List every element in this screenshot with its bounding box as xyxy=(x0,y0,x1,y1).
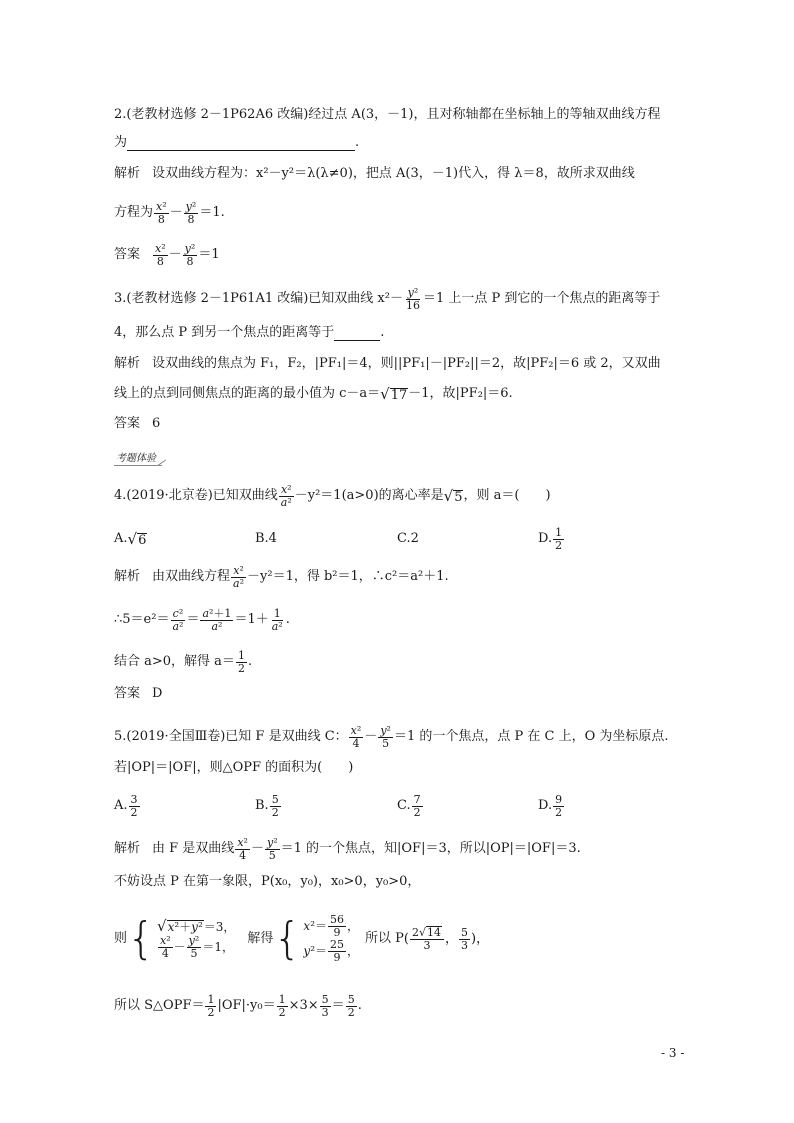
q5-line4-d: ＝ xyxy=(331,998,345,1013)
solution-row-1: x²＝ $\frac{56}{9}$ ， xyxy=(303,913,360,939)
fraction: $\frac{\text{y²}}{5}$ xyxy=(266,835,278,862)
fraction: $\frac{5}{2}$ xyxy=(347,992,355,1019)
q5-analysis-line4 xyxy=(114,990,689,1022)
q3-answer-blank xyxy=(334,326,380,341)
analysis-label: 解析 xyxy=(114,356,141,371)
q4-analysis-line2 xyxy=(114,604,689,636)
fraction: $\frac{\text{x²}}{\text{a²}}$ xyxy=(280,482,292,509)
fraction: $\frac{\text{y²}}{8}$ xyxy=(185,199,197,226)
equation-system xyxy=(157,916,236,960)
q3-stem-b: ＝1 上一点 P 到它的一个焦点的距离等于 xyxy=(422,291,661,306)
fraction: $\frac{\text{x²}}{\text{a²}}$ xyxy=(233,563,245,590)
fraction: $\frac{25}{9}$ xyxy=(330,938,345,964)
system-row-2: $\frac{\text{x²}}{4}$ － $\frac{\text{y²}}{5}$ ＝1， xyxy=(160,933,234,960)
q5-analysis-line3 xyxy=(114,903,689,975)
fraction: $\frac{9}{2}$ xyxy=(555,792,563,819)
q3-analysis-text: 设双曲线的焦点为 F₁，F₂，|PF₁|＝4，则||PF₁|－|PF₂||＝2，故|PF₂|＝6 或 2，又双曲 xyxy=(152,356,661,371)
fraction: $\frac{\text{a²＋1}}{\text{a²}}$ xyxy=(202,606,232,633)
fraction: $\frac{\text{x²}}{4}$ xyxy=(160,933,171,960)
q2-analysis2-text: 方程为 xyxy=(114,205,154,220)
q4-analysis-a: 由双曲线方程 xyxy=(152,569,231,584)
sqrt: √ 6 xyxy=(127,529,147,548)
q5-option-b xyxy=(255,794,282,819)
fraction: $\frac{\text{x²}}{4}$ xyxy=(350,723,362,750)
q4-line3-a: 结合 a>0，解得 a＝ xyxy=(114,654,235,669)
q5-line2-text: 不妨设点 P 在第一象限，P(x₀，y₀)，x₀>0，y₀>0， xyxy=(114,874,421,889)
sqrt-radicand: 6 xyxy=(138,532,147,548)
q4-analysis-line3 xyxy=(114,646,689,678)
q5-option-a xyxy=(114,794,141,819)
sqrt: √ 5 xyxy=(443,486,463,505)
q4-line2-a: ∴5＝e²＝ xyxy=(114,612,170,627)
q2-stem-line2 xyxy=(114,133,689,153)
q2-stem2-text: 为 xyxy=(114,135,128,150)
fraction: $\frac{1}{\text{a²}}$ xyxy=(271,606,283,633)
q5-line4-e: . xyxy=(357,998,362,1013)
q4-line2-c: ＝1＋ xyxy=(234,612,269,627)
q5-line3-c: 所以 P xyxy=(365,931,404,946)
q4-stem-a: 4.(2019·北京卷)已知双曲线 xyxy=(114,488,278,503)
q4-answer xyxy=(114,684,689,704)
q3-analysis xyxy=(114,354,689,374)
q5-stem2-text: 若|OP|＝|OF|，则△OPF 的面积为( ) xyxy=(114,760,354,775)
option-label: D. xyxy=(538,798,553,813)
q3-stem xyxy=(114,284,689,314)
q4-option-c xyxy=(397,529,419,549)
q3-answer-value: 6 xyxy=(152,416,161,431)
q2-analysis-line2: 方程为 $\frac{\text{x²}}{8}$ － $\frac{\text{y²}}{8}$ ＝1. xyxy=(114,199,225,226)
q3-stem2-end: . xyxy=(380,325,385,340)
q2-analysis2-tail: ＝1. xyxy=(199,205,225,220)
answer-label: 答案 xyxy=(114,247,141,262)
q2-stem xyxy=(114,105,689,125)
q4-answer-value: D xyxy=(152,686,163,701)
option-label: A. xyxy=(114,798,128,813)
q5-stem: 5.(2019·全国Ⅲ卷)已知 F 是双曲线 C： $\frac{\text{x²}}{4}$ － $\frac{\text{y²}}{5}$ ＝1 的一个焦点，点 P 在 C 上，O 为坐标原点. xyxy=(114,723,669,750)
answer-label: 答案 xyxy=(114,416,141,431)
q5-line4-a: 所以 S△OPF＝ xyxy=(114,998,205,1013)
fraction: $\frac{1}{2}$ xyxy=(278,992,286,1019)
fraction: $\frac{\text{x²}}{8}$ xyxy=(156,199,167,226)
q4-line2-b: ＝ xyxy=(186,612,200,627)
option-label: D. xyxy=(538,531,553,546)
system-row-2-tail: ＝1， xyxy=(202,939,234,954)
fraction: $\frac{5}{2}$ xyxy=(271,792,279,819)
q2-analysis-text: 设双曲线方程为：x²－y²＝λ(λ≠0)，把点 A(3，－1)代入，得 λ＝8，故所求双曲线 xyxy=(152,166,635,181)
q2-answer-tail: ＝1 xyxy=(198,247,220,262)
q5-line4-c: ×3× xyxy=(288,998,319,1013)
fraction: $\frac{\text{y²}}{16}$ xyxy=(405,285,420,312)
q5-line3-b: 解得 xyxy=(247,931,274,946)
q2-answer-blank xyxy=(127,136,355,151)
q3-analysis-line2 xyxy=(114,384,689,404)
fraction: $\frac{\text{y²}}{8}$ xyxy=(184,241,196,268)
fraction: $\frac{7}{2}$ xyxy=(413,792,421,819)
q2-stem-text: 2.(老教材选修 2－1P62A6 改编)经过点 A(3，－1)，且对称轴都在坐标轴上的等轴双曲线方程 xyxy=(114,107,661,122)
sqrt: √ 17 xyxy=(380,384,408,403)
q3-stem2-text: 4，那么点 P 到另一个焦点的距离等于 xyxy=(114,325,335,340)
q4-option-d xyxy=(538,527,565,552)
q5-analysis: 解析 由 F 是双曲线 $\frac{\text{x²}}{4}$ － $\frac{\text{y²}}{5}$ ＝1 的一个焦点，知|OF|＝3，所以|OP|＝|OF|＝3. xyxy=(114,835,581,862)
option-label: A. xyxy=(114,531,128,546)
sqrt: √ x²＋y² xyxy=(157,916,203,935)
analysis-label: 解析 xyxy=(114,166,141,181)
fraction: $\frac{\text{y²}}{5}$ xyxy=(188,933,200,960)
q4-line2-d: . xyxy=(285,612,290,627)
fraction: $\frac{1}{2}$ xyxy=(237,648,245,675)
q4-analysis-b: －y²＝1，得 b²＝1，∴c²＝a²＋1. xyxy=(247,569,449,584)
q3-stem-a: 3.(老教材选修 2－1P61A1 改编)已知双曲线 x²－ xyxy=(114,291,403,306)
option-label: C.2 xyxy=(397,531,419,546)
solution-system xyxy=(303,914,359,964)
solution-row-2: y²＝ $\frac{25}{9}$ ， xyxy=(303,938,360,964)
q4-stem-b: －y²＝1(a>0)的离心率是 xyxy=(294,488,444,503)
fraction: 2 √ 14 3 xyxy=(410,926,444,952)
fraction: $\frac{\text{c²}}{\text{a²}}$ xyxy=(172,606,184,633)
section-tag: 考题体验 xyxy=(114,449,162,466)
fraction: $\frac{5}{3}$ xyxy=(321,992,329,1019)
sqrt-radicand: 17 xyxy=(390,387,408,403)
q5-line4-b: |OF|·y₀＝ xyxy=(217,998,276,1013)
sqrt-radicand: 5 xyxy=(454,489,463,505)
q5-analysis-line2 xyxy=(114,872,689,892)
answer-label: 答案 xyxy=(114,686,141,701)
q2-stem2-end: . xyxy=(355,135,360,150)
q4-option-a xyxy=(114,529,147,549)
q4-line3-b: . xyxy=(247,654,253,669)
q5-analysis-a: 由 F 是双曲线 xyxy=(152,841,235,856)
q5-stem-b: ＝1 的一个焦点，点 P 在 C 上，O 为坐标原点. xyxy=(393,729,669,744)
q3-analysis2-a: 线上的点到同侧焦点的距离的最小值为 c－a＝ xyxy=(114,386,381,401)
page-number: - 3 - xyxy=(661,1046,685,1060)
system-row-1 xyxy=(157,916,236,935)
q2-answer: 答案 $\frac{\text{x²}}{8}$ － $\frac{\text{y²}}{8}$ ＝1 xyxy=(114,241,220,268)
analysis-label: 解析 xyxy=(114,569,141,584)
fraction: $\frac{5}{3}$ xyxy=(461,925,469,952)
fraction: $\frac{1}{2}$ xyxy=(555,525,563,552)
fraction: $\frac{\text{y²}}{5}$ xyxy=(380,723,391,750)
q5-line3-a: 则 xyxy=(114,931,128,946)
q3-answer xyxy=(114,414,689,434)
q4-options xyxy=(114,524,689,554)
fraction: $\frac{\text{x²}}{4}$ xyxy=(237,835,248,862)
fraction: $\frac{3}{2}$ xyxy=(130,792,138,819)
q5-option-d xyxy=(538,794,565,819)
q5-options xyxy=(114,790,689,822)
q2-analysis xyxy=(114,164,689,184)
q4-stem xyxy=(114,480,689,512)
q5-option-c xyxy=(397,794,424,819)
q5-stem-line2 xyxy=(114,758,689,778)
q4-stem-c: ，则 a＝( ) xyxy=(463,488,551,503)
analysis-label: 解析 xyxy=(114,841,141,856)
option-label: C. xyxy=(397,798,411,813)
fraction: $\frac{1}{2}$ xyxy=(207,992,215,1019)
system-row-1-tail: ＝3， xyxy=(203,919,236,934)
q5-stem-a: 5.(2019·全国Ⅲ卷)已知 F 是双曲线 C： xyxy=(114,729,348,744)
q4-analysis xyxy=(114,562,689,592)
left-brace: { xyxy=(127,913,156,964)
left-brace: { xyxy=(273,913,302,964)
q3-analysis2-b: －1，故|PF₂|＝6. xyxy=(408,386,513,401)
q3-stem-line2 xyxy=(114,323,689,343)
option-label: B.4 xyxy=(255,531,277,546)
q4-option-b xyxy=(255,529,277,549)
q5-analysis-b: ＝1 的一个焦点，知|OF|＝3，所以|OP|＝|OF|＝3. xyxy=(280,841,581,856)
fraction: $\frac{\text{x²}}{8}$ xyxy=(155,241,166,268)
option-label: B. xyxy=(255,798,269,813)
point-p-coords: ( 2 √ 14 3 ， $\frac{5}{3}$ )， xyxy=(403,925,490,952)
fraction: $\frac{56}{9}$ xyxy=(330,913,345,939)
